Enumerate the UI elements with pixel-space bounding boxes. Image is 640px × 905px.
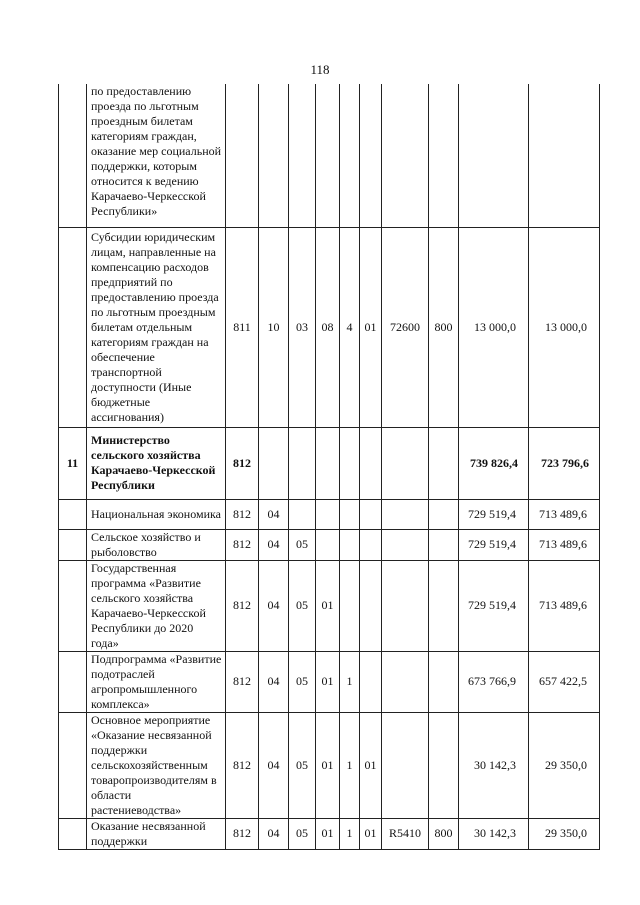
cell-rz: 10 [259,227,289,427]
cell-pr [289,84,316,227]
cell-cs1: 01 [316,651,340,712]
cell-cs1: 08 [316,227,340,427]
cell-gr: 812 [226,499,259,529]
table-row [59,427,600,499]
cell-cs3 [360,427,382,499]
cell-cs2 [340,84,360,227]
cell-rz [259,427,289,499]
cell-cs2: 1 [340,818,360,849]
table-row [59,818,600,849]
cell-sum-1: 30 142,3 [459,818,529,849]
cell-sum-2: 723 796,6 [529,427,600,499]
table-row [59,529,600,560]
cell-cs2 [340,529,360,560]
row-number [59,84,87,227]
row-name: Основное мероприятие «Оказание несвязанной поддержки сельскохозяйственным товаропроизводителям в области растениеводства» [87,712,226,818]
cell-vr [429,499,459,529]
cell-cs4 [382,712,429,818]
cell-pr: 05 [289,560,316,651]
cell-sum-1: 673 766,9 [459,651,529,712]
cell-sum-2: 29 350,0 [529,818,600,849]
cell-cs1: 01 [316,818,340,849]
cell-cs1 [316,529,340,560]
cell-pr: 05 [289,529,316,560]
cell-pr [289,499,316,529]
cell-cs2: 1 [340,712,360,818]
cell-vr [429,651,459,712]
cell-cs2: 4 [340,227,360,427]
cell-sum-2: 713 489,6 [529,560,600,651]
cell-cs3: 01 [360,818,382,849]
cell-cs4 [382,560,429,651]
row-name: Подпрограмма «Развитие подотраслей агропромышленного комплекса» [87,651,226,712]
cell-vr [429,427,459,499]
cell-cs1 [316,427,340,499]
cell-cs1 [316,499,340,529]
row-number [59,529,87,560]
cell-cs4 [382,499,429,529]
cell-sum-2: 13 000,0 [529,227,600,427]
cell-cs1: 01 [316,712,340,818]
cell-gr: 812 [226,529,259,560]
cell-sum-2: 713 489,6 [529,499,600,529]
table-row [59,651,600,712]
cell-rz: 04 [259,499,289,529]
cell-rz: 04 [259,529,289,560]
row-number [59,651,87,712]
cell-cs2 [340,560,360,651]
cell-sum-2: 657 422,5 [529,651,600,712]
cell-vr [429,712,459,818]
cell-gr: 812 [226,651,259,712]
cell-gr: 812 [226,818,259,849]
cell-vr: 800 [429,227,459,427]
cell-sum-1: 30 142,3 [459,712,529,818]
cell-cs3 [360,499,382,529]
row-name: Министерство сельского хозяйства Карачаево-Черкесской Республики [87,427,226,499]
cell-cs4 [382,651,429,712]
cell-sum-1: 739 826,4 [459,427,529,499]
cell-rz: 04 [259,818,289,849]
cell-cs3: 01 [360,712,382,818]
cell-cs1 [316,84,340,227]
cell-cs4 [382,427,429,499]
cell-sum-1: 729 519,4 [459,560,529,651]
cell-vr [429,560,459,651]
row-number: 11 [59,427,87,499]
cell-cs4: 72600 [382,227,429,427]
row-name: по предоставлению проезда по льготным проездным билетам категориям граждан, оказание мер социальной поддержки, которым относится к ведению Карачаево-Черкесской Республики» [87,84,226,227]
cell-rz: 04 [259,560,289,651]
row-number [59,499,87,529]
cell-cs4 [382,84,429,227]
row-number [59,560,87,651]
row-name: Оказание несвязанной поддержки [87,818,226,849]
cell-cs1: 01 [316,560,340,651]
row-name: Сельское хозяйство и рыболовство [87,529,226,560]
cell-gr: 812 [226,427,259,499]
cell-cs3 [360,651,382,712]
row-number [59,712,87,818]
row-number [59,818,87,849]
cell-sum-1: 729 519,4 [459,529,529,560]
cell-gr: 811 [226,227,259,427]
cell-rz [259,84,289,227]
cell-cs3 [360,560,382,651]
table-row [59,84,600,227]
table-row [59,227,600,427]
cell-vr [429,84,459,227]
cell-sum-2: 29 350,0 [529,712,600,818]
cell-cs3 [360,84,382,227]
cell-pr [289,427,316,499]
row-number [59,227,87,427]
row-name: Государственная программа «Развитие сельского хозяйства Карачаево-Черкесской Республики до 2020 года» [87,560,226,651]
cell-cs3 [360,529,382,560]
row-name: Национальная экономика [87,499,226,529]
cell-sum-2 [529,84,600,227]
cell-vr [429,529,459,560]
cell-pr: 03 [289,227,316,427]
cell-gr: 812 [226,560,259,651]
cell-sum-1 [459,84,529,227]
cell-cs2 [340,499,360,529]
cell-pr: 05 [289,712,316,818]
cell-sum-1: 729 519,4 [459,499,529,529]
cell-rz: 04 [259,712,289,818]
table-row [59,712,600,818]
cell-cs3: 01 [360,227,382,427]
cell-gr: 812 [226,712,259,818]
cell-rz: 04 [259,651,289,712]
cell-pr: 05 [289,818,316,849]
cell-gr [226,84,259,227]
row-name: Субсидии юридическим лицам, направленные на компенсацию расходов предприятий по предоставлению проезда по льготным проездным билетам отдельным категориям граждан на обеспечение транспортной доступности (Иные бюджетные ассигнования) [87,227,226,427]
table-row [59,560,600,651]
cell-cs4 [382,529,429,560]
cell-sum-2: 713 489,6 [529,529,600,560]
cell-vr: 800 [429,818,459,849]
budget-table [58,84,600,850]
page-number: 118 [310,62,330,77]
cell-cs2 [340,427,360,499]
table-row [59,499,600,529]
cell-cs4: R5410 [382,818,429,849]
cell-sum-1: 13 000,0 [459,227,529,427]
cell-pr: 05 [289,651,316,712]
cell-cs2: 1 [340,651,360,712]
